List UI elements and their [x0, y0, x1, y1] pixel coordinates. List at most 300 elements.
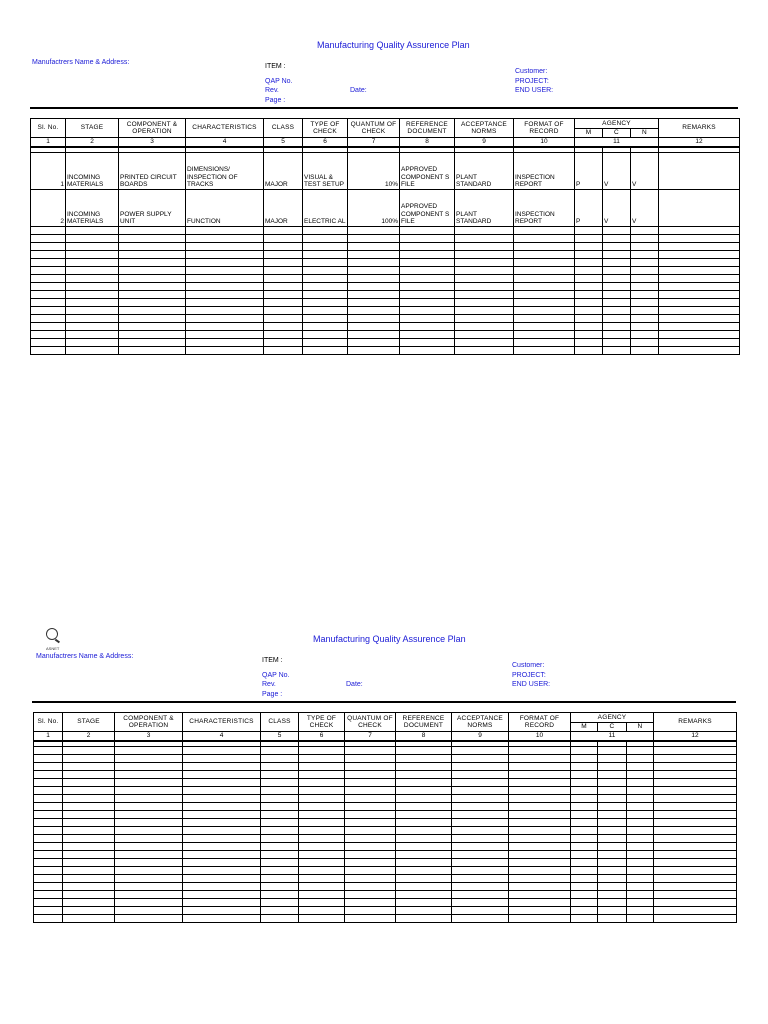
- empty-cell: [452, 778, 509, 786]
- empty-cell: [66, 258, 119, 266]
- empty-cell: [299, 866, 345, 874]
- empty-cell: [603, 226, 631, 234]
- empty-cell: [119, 298, 186, 306]
- empty-cell: [627, 826, 654, 834]
- empty-cell: [31, 274, 66, 282]
- empty-cell: [34, 818, 63, 826]
- empty-cell: [34, 866, 63, 874]
- empty-cell: [303, 306, 348, 314]
- empty-cell: [31, 314, 66, 322]
- empty-cell: [34, 834, 63, 842]
- col-number: 9: [452, 732, 509, 741]
- empty-row: [34, 794, 737, 802]
- empty-cell: [66, 250, 119, 258]
- project-label: PROJECT:: [515, 78, 549, 85]
- empty-row: [34, 778, 737, 786]
- empty-cell: [303, 298, 348, 306]
- col-number: 2: [66, 138, 119, 147]
- empty-cell: [183, 778, 261, 786]
- empty-cell: [264, 306, 303, 314]
- empty-cell: [598, 866, 627, 874]
- empty-cell: [509, 834, 571, 842]
- empty-cell: [571, 842, 598, 850]
- empty-cell: [631, 234, 659, 242]
- empty-cell: [396, 906, 452, 914]
- col-number: 3: [115, 732, 183, 741]
- empty-cell: [345, 914, 396, 922]
- empty-cell: [509, 818, 571, 826]
- empty-row: [34, 810, 737, 818]
- empty-cell: [261, 890, 299, 898]
- empty-cell: [348, 226, 400, 234]
- empty-cell: [400, 314, 455, 322]
- empty-row: [31, 266, 740, 274]
- empty-cell: [186, 274, 264, 282]
- empty-cell: [627, 866, 654, 874]
- empty-cell: [603, 290, 631, 298]
- empty-cell: [627, 746, 654, 754]
- empty-cell: [396, 898, 452, 906]
- empty-cell: [261, 874, 299, 882]
- empty-cell: [264, 250, 303, 258]
- empty-cell: [575, 330, 603, 338]
- qap-table: [33, 712, 737, 923]
- empty-cell: [31, 258, 66, 266]
- empty-cell: [115, 834, 183, 842]
- empty-cell: [299, 794, 345, 802]
- empty-cell: [396, 794, 452, 802]
- empty-row: [31, 290, 740, 298]
- header-agency: AGENCY: [571, 713, 654, 723]
- cell-acceptance: PLANT STANDARD: [455, 189, 514, 226]
- empty-cell: [575, 322, 603, 330]
- empty-cell: [63, 914, 115, 922]
- empty-cell: [31, 338, 66, 346]
- empty-cell: [66, 242, 119, 250]
- empty-cell: [603, 306, 631, 314]
- empty-cell: [455, 234, 514, 242]
- header-reference-document: REFERENCE DOCUMENT: [400, 119, 455, 138]
- empty-row: [34, 866, 737, 874]
- empty-cell: [63, 794, 115, 802]
- empty-cell: [514, 258, 575, 266]
- empty-cell: [509, 914, 571, 922]
- empty-cell: [452, 914, 509, 922]
- empty-cell: [654, 858, 737, 866]
- cell-quantum: 100%: [348, 189, 400, 226]
- empty-cell: [455, 258, 514, 266]
- empty-row: [31, 242, 740, 250]
- empty-cell: [31, 298, 66, 306]
- empty-cell: [627, 794, 654, 802]
- empty-cell: [400, 266, 455, 274]
- empty-cell: [452, 826, 509, 834]
- empty-cell: [115, 794, 183, 802]
- empty-cell: [299, 890, 345, 898]
- empty-cell: [603, 282, 631, 290]
- empty-cell: [183, 834, 261, 842]
- empty-cell: [631, 290, 659, 298]
- empty-cell: [598, 762, 627, 770]
- empty-row: [34, 850, 737, 858]
- empty-cell: [509, 778, 571, 786]
- empty-cell: [654, 898, 737, 906]
- empty-cell: [396, 754, 452, 762]
- empty-cell: [455, 346, 514, 354]
- col-number: 11: [575, 138, 659, 147]
- empty-cell: [575, 274, 603, 282]
- empty-cell: [509, 746, 571, 754]
- table-row: [31, 152, 740, 189]
- page-label: Page :: [262, 691, 283, 698]
- empty-cell: [631, 322, 659, 330]
- empty-row: [31, 298, 740, 306]
- col-number: 2: [63, 732, 115, 741]
- empty-cell: [598, 890, 627, 898]
- empty-cell: [514, 250, 575, 258]
- empty-cell: [598, 778, 627, 786]
- empty-cell: [34, 778, 63, 786]
- empty-cell: [345, 810, 396, 818]
- empty-cell: [348, 346, 400, 354]
- empty-cell: [345, 906, 396, 914]
- empty-cell: [348, 234, 400, 242]
- empty-cell: [659, 258, 740, 266]
- empty-cell: [34, 882, 63, 890]
- empty-cell: [119, 282, 186, 290]
- empty-cell: [400, 258, 455, 266]
- empty-cell: [627, 906, 654, 914]
- empty-cell: [345, 802, 396, 810]
- empty-cell: [654, 762, 737, 770]
- empty-cell: [264, 274, 303, 282]
- empty-cell: [509, 890, 571, 898]
- header-stage: STAGE: [66, 119, 119, 138]
- empty-cell: [186, 250, 264, 258]
- empty-cell: [571, 810, 598, 818]
- header-format-of-record: FORMAT OF RECORD: [514, 119, 575, 138]
- empty-cell: [509, 842, 571, 850]
- col-number: 3: [119, 138, 186, 147]
- empty-cell: [31, 226, 66, 234]
- empty-cell: [119, 322, 186, 330]
- empty-cell: [509, 754, 571, 762]
- header-class: CLASS: [264, 119, 303, 138]
- header-sl-no: Sl. No.: [34, 713, 63, 732]
- empty-cell: [264, 322, 303, 330]
- empty-row: [31, 314, 740, 322]
- empty-cell: [659, 234, 740, 242]
- empty-cell: [452, 746, 509, 754]
- header-agency-m: M: [571, 723, 598, 732]
- empty-cell: [654, 818, 737, 826]
- empty-cell: [345, 842, 396, 850]
- empty-cell: [345, 882, 396, 890]
- cell-stage: INCOMING MATERIALS: [66, 189, 119, 226]
- empty-cell: [603, 322, 631, 330]
- empty-cell: [63, 874, 115, 882]
- empty-cell: [571, 906, 598, 914]
- empty-cell: [183, 906, 261, 914]
- cell-format: INSPECTION REPORT: [514, 189, 575, 226]
- empty-cell: [400, 290, 455, 298]
- empty-cell: [261, 906, 299, 914]
- empty-cell: [627, 818, 654, 826]
- empty-cell: [514, 290, 575, 298]
- empty-cell: [303, 290, 348, 298]
- empty-cell: [627, 882, 654, 890]
- empty-cell: [119, 226, 186, 234]
- empty-cell: [571, 754, 598, 762]
- empty-cell: [183, 786, 261, 794]
- empty-cell: [627, 778, 654, 786]
- empty-cell: [186, 306, 264, 314]
- empty-cell: [598, 858, 627, 866]
- empty-cell: [631, 282, 659, 290]
- empty-cell: [264, 266, 303, 274]
- empty-row: [34, 826, 737, 834]
- sheet-title: Manufacturing Quality Assurence Plan: [317, 40, 470, 50]
- empty-cell: [659, 282, 740, 290]
- empty-cell: [659, 266, 740, 274]
- empty-cell: [66, 330, 119, 338]
- empty-cell: [654, 914, 737, 922]
- empty-cell: [654, 794, 737, 802]
- empty-cell: [514, 322, 575, 330]
- manufacturer-label: Manufactrers Name & Address:: [32, 59, 130, 66]
- empty-cell: [396, 882, 452, 890]
- empty-cell: [119, 274, 186, 282]
- empty-cell: [119, 314, 186, 322]
- empty-cell: [631, 306, 659, 314]
- header-agency-n: N: [631, 129, 659, 138]
- empty-row: [34, 818, 737, 826]
- empty-cell: [63, 890, 115, 898]
- empty-cell: [186, 338, 264, 346]
- empty-cell: [186, 282, 264, 290]
- empty-cell: [63, 842, 115, 850]
- empty-cell: [455, 250, 514, 258]
- empty-cell: [299, 754, 345, 762]
- empty-cell: [396, 778, 452, 786]
- empty-cell: [509, 906, 571, 914]
- empty-cell: [575, 242, 603, 250]
- col-number: 9: [455, 138, 514, 147]
- empty-cell: [571, 890, 598, 898]
- empty-cell: [34, 850, 63, 858]
- empty-cell: [34, 786, 63, 794]
- empty-cell: [598, 834, 627, 842]
- empty-cell: [119, 338, 186, 346]
- empty-cell: [627, 754, 654, 762]
- empty-cell: [603, 338, 631, 346]
- empty-cell: [119, 306, 186, 314]
- empty-cell: [509, 770, 571, 778]
- cell-reference: APPROVED COMPONENT S FILE: [400, 152, 455, 189]
- empty-cell: [452, 898, 509, 906]
- empty-cell: [631, 338, 659, 346]
- empty-cell: [509, 882, 571, 890]
- empty-cell: [34, 770, 63, 778]
- empty-cell: [571, 858, 598, 866]
- empty-cell: [396, 786, 452, 794]
- empty-cell: [627, 898, 654, 906]
- header-quantum-of-check: QUANTUM OF CHECK: [348, 119, 400, 138]
- empty-cell: [598, 770, 627, 778]
- empty-cell: [303, 314, 348, 322]
- empty-cell: [34, 874, 63, 882]
- empty-cell: [571, 898, 598, 906]
- empty-cell: [34, 802, 63, 810]
- empty-cell: [396, 802, 452, 810]
- empty-cell: [514, 242, 575, 250]
- empty-cell: [348, 258, 400, 266]
- empty-cell: [631, 274, 659, 282]
- empty-cell: [303, 250, 348, 258]
- empty-cell: [183, 770, 261, 778]
- project-label: PROJECT:: [512, 672, 546, 679]
- empty-cell: [183, 898, 261, 906]
- empty-cell: [627, 914, 654, 922]
- empty-cell: [654, 778, 737, 786]
- empty-cell: [119, 242, 186, 250]
- empty-cell: [452, 842, 509, 850]
- empty-row: [31, 226, 740, 234]
- empty-cell: [186, 298, 264, 306]
- empty-cell: [115, 858, 183, 866]
- col-number: 6: [299, 732, 345, 741]
- empty-cell: [348, 330, 400, 338]
- empty-cell: [400, 306, 455, 314]
- empty-cell: [396, 850, 452, 858]
- empty-cell: [509, 874, 571, 882]
- empty-cell: [264, 242, 303, 250]
- empty-cell: [452, 882, 509, 890]
- empty-cell: [514, 314, 575, 322]
- empty-cell: [299, 842, 345, 850]
- empty-row: [31, 338, 740, 346]
- empty-cell: [575, 290, 603, 298]
- customer-label: Customer:: [515, 68, 548, 75]
- empty-cell: [400, 282, 455, 290]
- empty-cell: [627, 802, 654, 810]
- empty-cell: [183, 890, 261, 898]
- empty-cell: [400, 234, 455, 242]
- header-agency-c: C: [603, 129, 631, 138]
- empty-cell: [509, 802, 571, 810]
- empty-cell: [598, 794, 627, 802]
- empty-cell: [261, 882, 299, 890]
- cell-agency-m: P: [575, 152, 603, 189]
- empty-cell: [261, 858, 299, 866]
- empty-cell: [115, 914, 183, 922]
- empty-cell: [452, 858, 509, 866]
- empty-cell: [455, 306, 514, 314]
- empty-cell: [603, 250, 631, 258]
- empty-cell: [261, 762, 299, 770]
- col-number: 12: [659, 138, 740, 147]
- empty-cell: [452, 786, 509, 794]
- empty-cell: [186, 330, 264, 338]
- empty-cell: [261, 770, 299, 778]
- empty-cell: [115, 842, 183, 850]
- empty-cell: [598, 754, 627, 762]
- empty-cell: [303, 330, 348, 338]
- empty-cell: [603, 274, 631, 282]
- empty-cell: [396, 818, 452, 826]
- empty-cell: [452, 890, 509, 898]
- col-number: 1: [34, 732, 63, 741]
- empty-cell: [63, 898, 115, 906]
- empty-cell: [183, 882, 261, 890]
- empty-cell: [659, 330, 740, 338]
- empty-cell: [115, 762, 183, 770]
- empty-cell: [115, 746, 183, 754]
- empty-cell: [659, 346, 740, 354]
- empty-cell: [66, 314, 119, 322]
- empty-cell: [575, 338, 603, 346]
- empty-cell: [452, 754, 509, 762]
- empty-cell: [63, 770, 115, 778]
- table-row: [31, 189, 740, 226]
- empty-cell: [659, 306, 740, 314]
- empty-cell: [654, 810, 737, 818]
- cell-characteristics: FUNCTION: [186, 189, 264, 226]
- empty-cell: [34, 914, 63, 922]
- empty-cell: [509, 810, 571, 818]
- empty-cell: [514, 274, 575, 282]
- empty-cell: [631, 242, 659, 250]
- empty-cell: [186, 346, 264, 354]
- empty-cell: [659, 226, 740, 234]
- empty-cell: [598, 810, 627, 818]
- empty-cell: [31, 266, 66, 274]
- empty-cell: [186, 266, 264, 274]
- col-number: 5: [264, 138, 303, 147]
- empty-cell: [299, 834, 345, 842]
- empty-cell: [63, 882, 115, 890]
- cell-agency-c: V: [603, 152, 631, 189]
- header-characteristics: CHARACTERISTICS: [186, 119, 264, 138]
- empty-cell: [264, 290, 303, 298]
- empty-cell: [186, 226, 264, 234]
- empty-cell: [299, 778, 345, 786]
- empty-cell: [63, 906, 115, 914]
- empty-cell: [119, 258, 186, 266]
- empty-cell: [348, 242, 400, 250]
- empty-cell: [603, 314, 631, 322]
- empty-cell: [303, 346, 348, 354]
- empty-cell: [575, 258, 603, 266]
- empty-cell: [654, 826, 737, 834]
- empty-cell: [66, 298, 119, 306]
- empty-row: [34, 914, 737, 922]
- empty-cell: [571, 866, 598, 874]
- empty-cell: [303, 338, 348, 346]
- empty-cell: [31, 250, 66, 258]
- empty-cell: [345, 794, 396, 802]
- empty-cell: [31, 322, 66, 330]
- empty-cell: [348, 282, 400, 290]
- empty-cell: [659, 322, 740, 330]
- empty-cell: [264, 226, 303, 234]
- empty-cell: [115, 890, 183, 898]
- empty-cell: [514, 346, 575, 354]
- empty-cell: [571, 882, 598, 890]
- empty-cell: [66, 322, 119, 330]
- header-agency-m: M: [575, 129, 603, 138]
- header-quantum-of-check: QUANTUM OF CHECK: [345, 713, 396, 732]
